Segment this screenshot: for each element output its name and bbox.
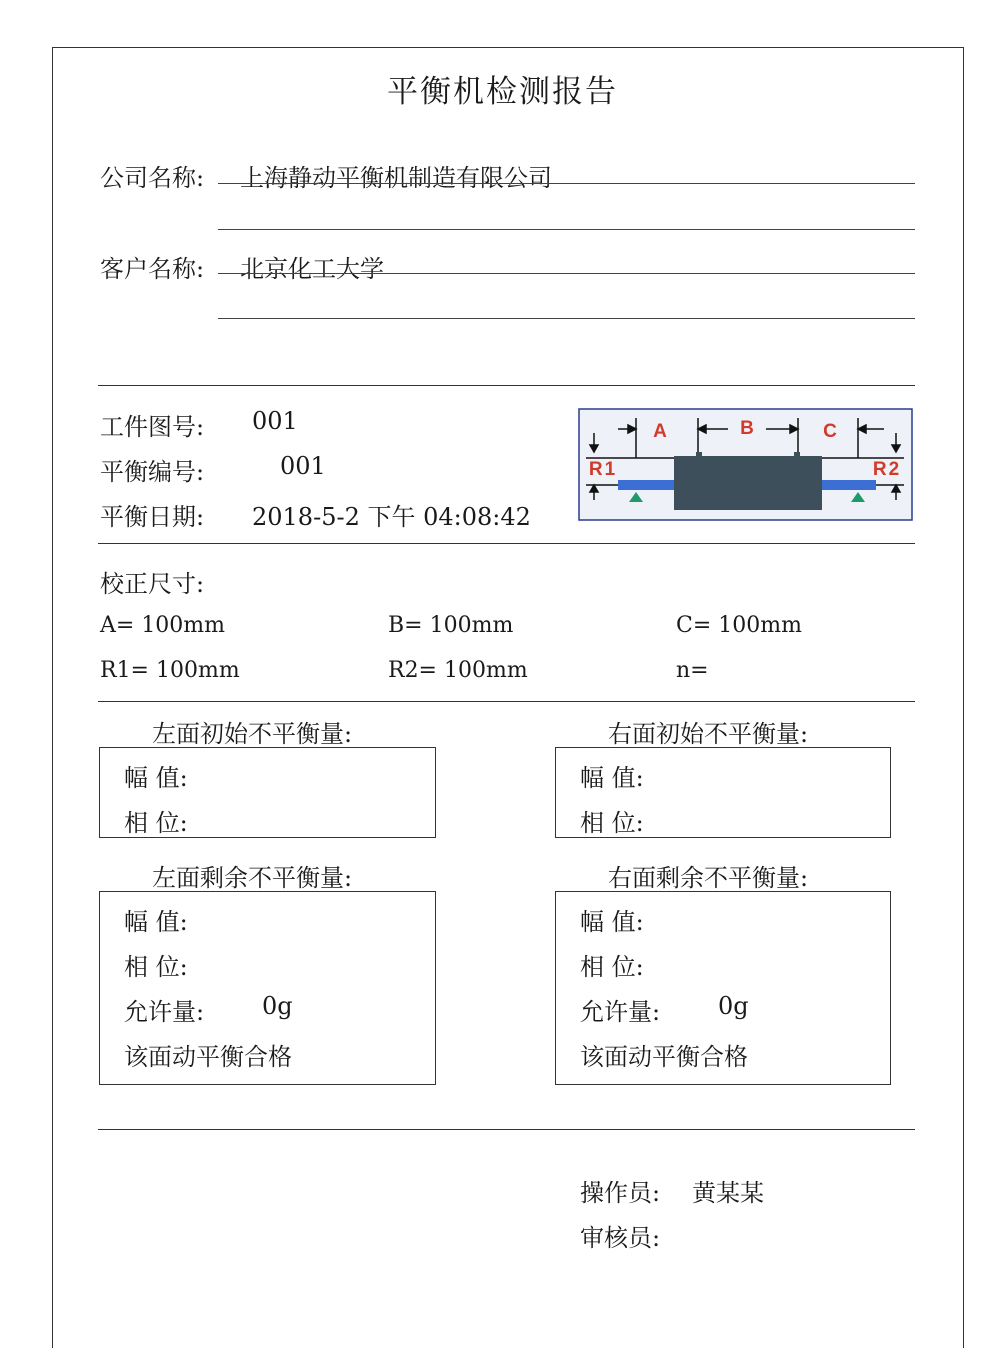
customer-underline-2 <box>218 318 915 319</box>
divider-4 <box>98 1129 915 1130</box>
right-initial-phase: 相 位: <box>580 809 644 837</box>
right-residual-heading: 右面剩余不平衡量: <box>608 864 809 892</box>
divider-3 <box>98 701 915 702</box>
right-residual-allowance-label: 允许量: <box>580 998 661 1026</box>
report-title: 平衡机检测报告 <box>387 74 618 110</box>
right-initial-box <box>555 747 891 838</box>
left-residual-phase: 相 位: <box>124 953 188 981</box>
operator-value: 黄某某 <box>692 1179 764 1207</box>
diagram-label-c: C <box>823 421 837 442</box>
left-residual-result: 该面动平衡合格 <box>124 1043 292 1071</box>
right-residual-phase: 相 位: <box>580 953 644 981</box>
company-label: 公司名称: <box>100 164 205 192</box>
left-residual-box <box>99 891 436 1085</box>
left-residual-allowance-label: 允许量: <box>124 998 205 1026</box>
calibration-c: C= 100mm <box>676 613 802 638</box>
divider-2 <box>98 543 915 544</box>
left-initial-box <box>99 747 436 838</box>
balance-no-label: 平衡编号: <box>100 458 205 486</box>
divider-1 <box>98 385 915 386</box>
calibration-r1: R1= 100mm <box>100 658 240 683</box>
right-initial-amplitude: 幅 值: <box>580 764 644 792</box>
company-value: 上海静动平衡机制造有限公司 <box>240 164 552 192</box>
drawing-no-label: 工件图号: <box>100 413 205 441</box>
right-residual-result: 该面动平衡合格 <box>580 1043 748 1071</box>
operator-label: 操作员: <box>580 1179 661 1207</box>
left-residual-amplitude: 幅 值: <box>124 908 188 936</box>
diagram-label-b: B <box>740 418 754 439</box>
left-initial-amplitude: 幅 值: <box>124 764 188 792</box>
left-residual-allowance-value: 0g <box>262 992 293 1020</box>
page-frame <box>52 47 964 1348</box>
calibration-heading: 校正尺寸: <box>100 570 205 598</box>
balance-date-label: 平衡日期: <box>100 503 205 531</box>
balance-no-value: 001 <box>280 452 326 480</box>
right-residual-allowance-value: 0g <box>718 992 749 1020</box>
company-underline <box>218 183 915 184</box>
calibration-b: B= 100mm <box>388 613 514 638</box>
left-residual-heading: 左面剩余不平衡量: <box>152 864 353 892</box>
calibration-a: A= 100mm <box>100 613 226 638</box>
calibration-n: n= <box>676 658 709 683</box>
diagram-label-r2: R2 <box>872 459 902 480</box>
diagram-label-a: A <box>653 421 667 442</box>
customer-underline <box>218 273 915 274</box>
rotor-diagram <box>578 408 913 521</box>
company-underline-2 <box>218 229 915 230</box>
calibration-r2: R2= 100mm <box>388 658 528 683</box>
left-initial-phase: 相 位: <box>124 809 188 837</box>
right-initial-heading: 右面初始不平衡量: <box>608 720 809 748</box>
customer-value: 北京化工大学 <box>240 255 384 283</box>
diagram-label-r1: R1 <box>588 459 618 480</box>
drawing-no-value: 001 <box>252 407 298 435</box>
right-residual-box <box>555 891 891 1085</box>
left-initial-heading: 左面初始不平衡量: <box>152 720 353 748</box>
balance-date-value: 2018-5-2 下午 04:08:42 <box>252 503 531 531</box>
reviewer-label: 审核员: <box>580 1224 661 1252</box>
right-residual-amplitude: 幅 值: <box>580 908 644 936</box>
customer-label: 客户名称: <box>100 255 205 283</box>
